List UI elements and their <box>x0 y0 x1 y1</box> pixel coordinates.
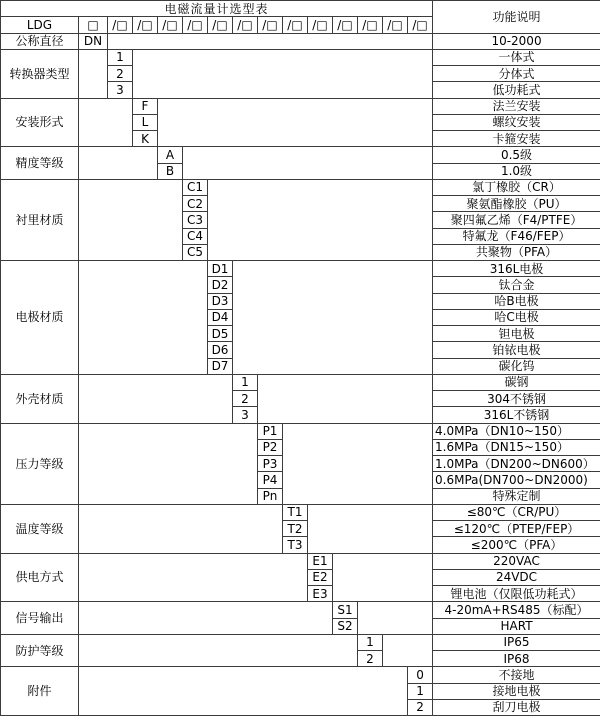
table-body <box>1 1 600 716</box>
category-label: 安装形式 <box>1 98 79 147</box>
right-spacer-cell <box>283 423 433 504</box>
option-code-cell: C5 <box>183 244 208 260</box>
option-desc-cell: 316L电极 <box>433 261 600 277</box>
right-spacer-cell <box>308 504 433 553</box>
option-code-cell: L <box>133 114 158 130</box>
model-code-slot: /□ <box>383 17 408 33</box>
option-code-cell: D7 <box>208 358 233 374</box>
option-row <box>1 423 600 439</box>
model-code-slot: /□ <box>308 17 333 33</box>
category-label: 电极材质 <box>1 261 79 375</box>
model-code-slot: /□ <box>133 17 158 33</box>
option-code-cell: 3 <box>233 407 258 423</box>
option-desc-cell: IP68 <box>433 651 600 667</box>
right-spacer-cell <box>233 261 433 375</box>
option-desc-cell: 24VDC <box>433 569 600 585</box>
option-code-cell: T2 <box>283 521 308 537</box>
category-label: 外壳材质 <box>1 374 79 423</box>
model-code-slot: /□ <box>233 17 258 33</box>
right-spacer-cell <box>183 147 433 180</box>
model-code-slot: /□ <box>283 17 308 33</box>
model-code-slot: /□ <box>333 17 358 33</box>
option-desc-cell: ≤120℃（PTEP/FEP） <box>433 521 600 537</box>
model-code-box: □ <box>79 17 108 33</box>
option-row <box>1 147 600 163</box>
option-code-cell: 0 <box>408 667 433 683</box>
model-prefix-label: LDG <box>1 17 79 33</box>
option-desc-cell: IP65 <box>433 634 600 650</box>
option-code-cell: K <box>133 131 158 147</box>
option-desc-cell: ≤200℃（PFA） <box>433 537 600 553</box>
right-spacer-cell <box>333 553 433 602</box>
left-spacer-cell <box>79 504 283 553</box>
option-desc-cell: 低功耗式 <box>433 82 600 98</box>
option-desc-cell: 共聚物（PFA） <box>433 244 600 260</box>
category-label: 防护等级 <box>1 634 79 667</box>
category-label: 附件 <box>1 667 79 716</box>
option-desc-cell: 钛合金 <box>433 277 600 293</box>
left-spacer-cell <box>79 423 258 504</box>
option-code-cell: 2 <box>408 699 433 715</box>
option-desc-cell: 钽电极 <box>433 326 600 342</box>
option-code-cell: D1 <box>208 261 233 277</box>
right-spacer-cell <box>133 49 433 98</box>
option-row <box>1 553 600 569</box>
left-spacer-cell <box>79 634 358 667</box>
option-desc-cell: 锂电池（仅限低功耗式） <box>433 586 600 602</box>
option-desc-cell: ≤80℃（CR/PU） <box>433 504 600 520</box>
option-code-cell: C4 <box>183 228 208 244</box>
model-code-slot: /□ <box>258 17 283 33</box>
option-desc-cell: 特殊定制 <box>433 488 600 504</box>
right-spacer-cell <box>383 634 433 667</box>
option-desc-cell: 特氟龙（F46/FEP） <box>433 228 600 244</box>
left-spacer-cell <box>79 374 233 423</box>
category-label: 衬里材质 <box>1 179 79 260</box>
diameter-code-cell: DN <box>79 33 108 49</box>
option-code-cell: D3 <box>208 293 233 309</box>
option-code-cell: 1 <box>108 49 133 65</box>
option-desc-cell: 刮刀电极 <box>433 699 600 715</box>
option-code-cell: S2 <box>333 618 358 634</box>
model-code-slot: /□ <box>358 17 383 33</box>
model-code-slot: /□ <box>158 17 183 33</box>
model-code-slot: /□ <box>108 17 133 33</box>
option-code-cell: T1 <box>283 504 308 520</box>
option-code-cell: 2 <box>358 651 383 667</box>
option-code-cell: C3 <box>183 212 208 228</box>
option-code-cell: 2 <box>108 66 133 82</box>
option-desc-cell: 不接地 <box>433 667 600 683</box>
title-row <box>1 1 600 17</box>
option-code-cell: T3 <box>283 537 308 553</box>
option-code-cell: P1 <box>258 423 283 439</box>
option-code-cell: D4 <box>208 309 233 325</box>
option-code-cell: C1 <box>183 179 208 195</box>
option-code-cell: D6 <box>208 342 233 358</box>
option-desc-cell: 220VAC <box>433 553 600 569</box>
option-code-cell: S1 <box>333 602 358 618</box>
model-code-slot: /□ <box>183 17 208 33</box>
option-row <box>1 98 600 114</box>
option-code-cell: C2 <box>183 196 208 212</box>
function-column-header: 功能说明 <box>433 1 600 34</box>
option-desc-cell: 一体式 <box>433 49 600 65</box>
page-title: 电磁流量计选型表 <box>1 1 433 17</box>
right-spacer-cell <box>208 179 433 260</box>
model-code-slot: /□ <box>408 17 433 33</box>
option-code-cell: 1 <box>358 634 383 650</box>
option-desc-cell: 0.6MPa(DN700~DN2000) <box>433 472 600 488</box>
left-spacer-cell <box>79 147 158 180</box>
option-code-cell: Pn <box>258 488 283 504</box>
option-desc-cell: 铂铱电极 <box>433 342 600 358</box>
option-code-cell: E1 <box>308 553 333 569</box>
option-row <box>1 261 600 277</box>
option-code-cell: D5 <box>208 326 233 342</box>
option-desc-cell: 接地电极 <box>433 683 600 699</box>
option-desc-cell: 304不锈钢 <box>433 391 600 407</box>
option-desc-cell: 螺纹安装 <box>433 114 600 130</box>
option-row <box>1 49 600 65</box>
category-label: 信号输出 <box>1 602 79 635</box>
left-spacer-cell <box>79 49 108 98</box>
option-desc-cell: 氯丁橡胶（CR） <box>433 179 600 195</box>
left-spacer-cell <box>79 667 408 716</box>
option-code-cell: 1 <box>233 374 258 390</box>
option-row <box>1 667 600 683</box>
option-code-cell: D2 <box>208 277 233 293</box>
option-desc-cell: 聚氨酯橡胶（PU） <box>433 196 600 212</box>
left-spacer-cell <box>79 602 333 635</box>
option-desc-cell: 碳钢 <box>433 374 600 390</box>
diameter-row <box>1 33 600 49</box>
left-spacer-cell <box>79 98 133 147</box>
option-desc-cell: 法兰安装 <box>433 98 600 114</box>
option-desc-cell: 316L不锈钢 <box>433 407 600 423</box>
category-label: 转换器类型 <box>1 49 79 98</box>
right-spacer-cell <box>158 98 433 147</box>
left-spacer-cell <box>79 261 208 375</box>
model-code-slot: /□ <box>208 17 233 33</box>
left-spacer-cell <box>79 553 308 602</box>
category-label: 供电方式 <box>1 553 79 602</box>
option-code-cell: B <box>158 163 183 179</box>
option-code-cell: 3 <box>108 82 133 98</box>
option-code-cell: E2 <box>308 569 333 585</box>
right-spacer-cell <box>358 602 433 635</box>
option-desc-cell: 碳化钨 <box>433 358 600 374</box>
option-desc-cell: 1.6MPa（DN15~150） <box>433 439 600 455</box>
option-code-cell: P2 <box>258 439 283 455</box>
option-code-cell: P4 <box>258 472 283 488</box>
option-row <box>1 374 600 390</box>
option-desc-cell: 4.0MPa（DN10~150） <box>433 423 600 439</box>
option-code-cell: 2 <box>233 391 258 407</box>
option-row <box>1 179 600 195</box>
diameter-spacer-cell <box>108 33 433 49</box>
diameter-label: 公称直径 <box>1 33 79 49</box>
category-label: 温度等级 <box>1 504 79 553</box>
option-code-cell: 1 <box>408 683 433 699</box>
option-desc-cell: 0.5级 <box>433 147 600 163</box>
option-desc-cell: HART <box>433 618 600 634</box>
option-desc-cell: 哈C电极 <box>433 309 600 325</box>
category-label: 精度等级 <box>1 147 79 180</box>
option-desc-cell: 分体式 <box>433 66 600 82</box>
option-desc-cell: 1.0级 <box>433 163 600 179</box>
option-row <box>1 504 600 520</box>
option-code-cell: A <box>158 147 183 163</box>
option-desc-cell: 1.0MPa（DN200~DN600） <box>433 456 600 472</box>
right-spacer-cell <box>258 374 433 423</box>
option-desc-cell: 卡箍安装 <box>433 131 600 147</box>
option-desc-cell: 聚四氟乙烯（F4/PTFE） <box>433 212 600 228</box>
option-row <box>1 634 600 650</box>
option-code-cell: F <box>133 98 158 114</box>
diameter-desc-cell: 10-2000 <box>433 33 600 49</box>
option-row <box>1 602 600 618</box>
option-code-cell: P3 <box>258 456 283 472</box>
option-code-cell: E3 <box>308 586 333 602</box>
option-desc-cell: 哈B电极 <box>433 293 600 309</box>
option-desc-cell: 4-20mA+RS485（标配） <box>433 602 600 618</box>
category-label: 压力等级 <box>1 423 79 504</box>
left-spacer-cell <box>79 179 183 260</box>
